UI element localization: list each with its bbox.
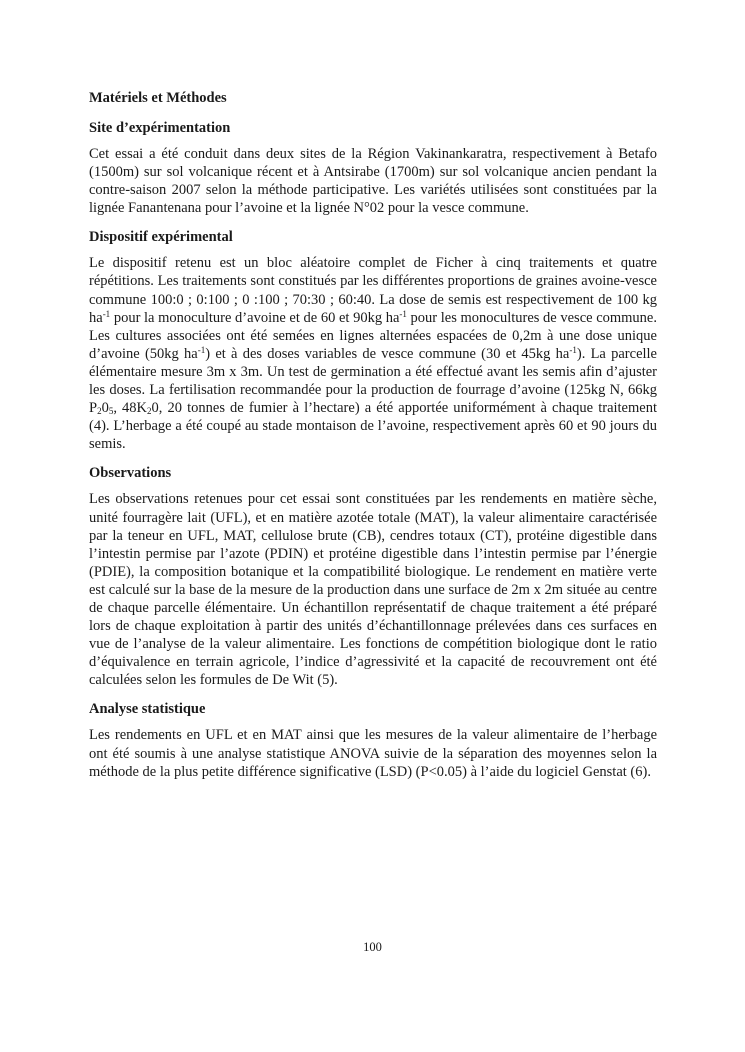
superscript: -1 xyxy=(569,345,577,356)
dispositif-heading: Dispositif expérimental xyxy=(89,229,233,246)
dispositif-text-1: Le dispositif retenu est un bloc aléatoire complet de Ficher à cinq traitements et quatre répétitions. Les traitements sont constitués par les différentes proportions de graines avoine-vesce commune 100:0 ; 0:100 ; 0 :100 ; 70:30 ; 60:40. La dose de semis est respectivement de 100 kg ha xyxy=(89,255,657,326)
site-paragraph: Cet essai a été conduit dans deux sites de la Région Vakinankaratra, respectivement à Betafo (1500m) sur sol volcanique récent et à Antsirabe (1700m) sur sol volcanique ancien pendant la contre-saison 2007 selon la méthode participative. Les variétés utilisées sont constituées par la lignée Fanantenana pour l’avoine et la lignée N°02 pour la vesce commune. xyxy=(89,146,657,217)
analyse-heading: Analyse statistique xyxy=(89,701,206,718)
superscript: -1 xyxy=(197,345,206,356)
dispositif-text-6: 0 xyxy=(101,400,109,417)
dispositif-text-2: pour la monoculture d’avoine et de 60 et 90kg ha xyxy=(110,309,400,326)
page-number: 100 xyxy=(363,940,382,954)
subscript: 2 xyxy=(97,406,102,417)
dispositif-text-4: ) et à des doses variables de vesce commune (30 et 45kg ha xyxy=(205,345,570,362)
dispositif-text-7: , 48K xyxy=(113,400,148,417)
superscript: -1 xyxy=(102,309,111,320)
site-heading: Site d’expérimentation xyxy=(89,120,231,136)
subscript: 5 xyxy=(108,406,114,417)
subscript: 2 xyxy=(147,406,152,417)
dispositif-text-5: ). La parcelle élémentaire mesure 3m x 3m. Un test de germination a été effectué avant les semis afin d’ajuster les doses. La fertilisation recommandée pour la production de fourrage d’avoine (125kg N, 66kg P xyxy=(89,345,657,417)
dispositif-text-8: 0, 20 tonnes de fumier à l’hectare) a été apportée uniformément à chaque traitement (4). L’herbage a été coupé au stade montaison de l’avoine, respectivement après 60 et 90 jours du semis. xyxy=(89,400,657,453)
superscript: -1 xyxy=(399,309,407,320)
section-title: Matériels et Méthodes xyxy=(89,90,227,106)
dispositif-text-3: pour les monocultures de vesce commune. Les cultures associées ont été semées en lignes alternées espacées de 0,2m à une dose unique d’avoine (50kg ha xyxy=(89,309,657,362)
dispositif-paragraph xyxy=(89,254,657,453)
observations-paragraph: Les observations retenues pour cet essai sont constituées par les rendements en matière sèche, unité fourragère lait (UFL), et en matière azotée totale (MAT), la valeur alimentaire caractérisée par la teneur en UFL, MAT, cellulose brute (CB), cendres totaux (CT), protéine digestible dans l’intestin permise par l’azote (PDIN) et protéine digestible dans l’intestin permise par l’énergie (PDIE), la composition botanique et la compatibilité biologique. Le rendement en matière verte est calculé sur la base de la mesure de la production dans une surface de 2m x 2m située au centre de chaque parcelle élémentaire. Un échantillon représentatif de chaque traitement a été préparé lors de chaque exploitation à partir des unités d’échantillonnage prélevées dans ces surfaces en vue de l’analyse de la valeur alimentaire. Les fonctions de compétition biologique dont le ratio d’équivalence en terrain agricole, l’indice d’agressivité et la capacité de recouvrement ont été calculées selon les formules de De Wit (5). xyxy=(89,491,657,689)
observations-heading: Observations xyxy=(89,465,172,482)
page-content xyxy=(89,88,657,791)
analyse-paragraph: Les rendements en UFL et en MAT ainsi que les mesures de la valeur alimentaire de l’herbage ont été soumis à une analyse statistique ANOVA suivie de la séparation des moyennes selon la méthode de la plus petite différence significative (LSD) (P<0.05) à l’aide du logiciel Genstat (6). xyxy=(89,727,657,780)
